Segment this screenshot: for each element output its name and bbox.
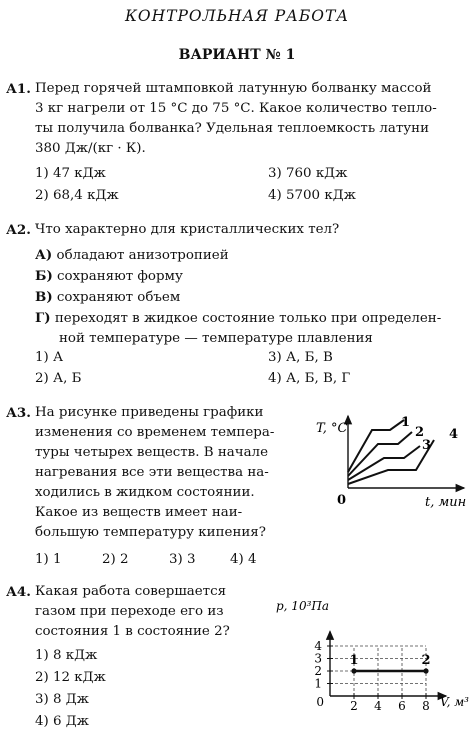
statement-label: Г) xyxy=(35,310,51,326)
question-number: А1. xyxy=(6,81,31,97)
answer-option[interactable]: 2) 2 xyxy=(102,552,129,567)
statement-text: сохраняют форму xyxy=(57,269,183,284)
text-line: изменения со временем темпера- xyxy=(35,425,275,440)
answer-option[interactable]: 1) 47 кДж xyxy=(35,166,106,181)
temperature-time-graph xyxy=(308,408,468,514)
y-tick-label: 3 xyxy=(314,651,322,666)
statement-item xyxy=(35,287,180,308)
chart-ticks xyxy=(314,639,429,713)
variant-heading: ВАРИАНТ № 1 xyxy=(178,47,296,63)
question-text xyxy=(35,403,283,543)
x-tick-label: 6 xyxy=(398,699,406,713)
question-number: А2. xyxy=(6,222,31,238)
statement-text: сохраняют объем xyxy=(56,290,181,305)
y-tick-label: 4 xyxy=(314,639,322,653)
x-tick-label: 8 xyxy=(422,699,430,713)
statement-item xyxy=(35,245,229,266)
answer-option[interactable]: 2) 12 кДж xyxy=(35,670,106,685)
y-tick-label: 1 xyxy=(314,676,322,691)
statement-label: А) xyxy=(35,247,53,263)
text-line: 3 кг нагрели от 15 °С до 75 °С. Какое количество тепло- xyxy=(35,101,437,116)
answer-option[interactable]: 4) 5700 кДж xyxy=(268,188,356,203)
state-point xyxy=(351,668,356,673)
statement-text: обладают анизотропией xyxy=(56,248,229,263)
curve-label: 3 xyxy=(422,438,432,453)
text-line: 380 Дж/(кг · К). xyxy=(35,141,146,156)
state-label: 1 xyxy=(349,653,359,668)
y-tick-label: 2 xyxy=(314,664,322,678)
text-line: Перед горячей штамповкой латунную болванку массой xyxy=(35,81,432,96)
question-number: А3. xyxy=(6,405,31,421)
question-text xyxy=(35,79,467,159)
text-line: туры четырех веществ. В начале xyxy=(35,445,268,460)
y-axis-label: T, °С xyxy=(316,421,348,436)
question-text xyxy=(35,582,265,642)
answer-option[interactable]: 2) А, Б xyxy=(35,371,82,386)
question-text: Что характерно для кристаллических тел? xyxy=(35,222,340,237)
text-line: большую температуру кипения? xyxy=(35,525,266,540)
answer-option[interactable]: 1) 1 xyxy=(35,552,62,567)
text-line: Какое из веществ имеет наи- xyxy=(35,505,243,520)
state-point xyxy=(423,668,428,673)
text-line: На рисунке приведены графики xyxy=(35,405,264,420)
text-line: нагревания все эти вещества на- xyxy=(35,465,269,480)
curve-label: 1 xyxy=(401,415,411,430)
question-number: А4. xyxy=(6,584,31,600)
answer-option[interactable]: 1) А xyxy=(35,350,64,365)
answer-option[interactable]: 3) 760 кДж xyxy=(268,166,348,181)
state-label: 2 xyxy=(421,653,431,668)
x-axis-label: V, м³ xyxy=(440,695,469,709)
statement-item xyxy=(35,266,183,287)
statement-item xyxy=(35,308,467,349)
answer-option[interactable]: 2) 68,4 кДж xyxy=(35,188,119,203)
text-line: Какая работа совершается xyxy=(35,584,227,599)
statement-label: Б) xyxy=(35,268,53,284)
x-tick-label: 4 xyxy=(374,699,382,713)
x-tick-label: 2 xyxy=(350,699,358,713)
answer-option[interactable]: 3) 8 Дж xyxy=(35,692,89,707)
answer-option[interactable]: 3) А, Б, В xyxy=(268,350,333,365)
statement-label: В) xyxy=(35,289,53,305)
chart-series xyxy=(349,653,430,674)
statement-text: переходят в жидкое состояние только при определен- xyxy=(54,311,442,326)
answer-option[interactable]: 4) 4 xyxy=(230,552,257,567)
page-title: КОНТРОЛЬНАЯ РАБОТА xyxy=(124,7,350,25)
answer-option[interactable]: 4) 6 Дж xyxy=(35,714,89,729)
origin-label: 0 xyxy=(316,695,324,709)
pressure-volume-chart xyxy=(270,596,470,722)
answer-option[interactable]: 4) А, Б, В, Г xyxy=(268,371,351,386)
y-axis-label: p, 10³Па xyxy=(276,599,330,613)
x-axis-label: t, мин xyxy=(425,495,467,510)
curve-label: 2 xyxy=(415,425,425,440)
origin-label: 0 xyxy=(336,493,346,508)
answer-option[interactable]: 3) 3 xyxy=(169,552,196,567)
answer-option[interactable]: 1) 8 кДж xyxy=(35,648,98,663)
text-line: газом при переходе его из xyxy=(35,604,224,619)
text-line: состояния 1 в состояние 2? xyxy=(35,624,230,639)
curve-label: 4 xyxy=(449,427,459,442)
text-line: ты получила болванка? Удельная теплоемкость латуни xyxy=(35,121,430,136)
statement-text-cont: ной температуре — температуре плавления xyxy=(59,331,373,346)
text-line: ходились в жидком состоянии. xyxy=(35,485,255,500)
